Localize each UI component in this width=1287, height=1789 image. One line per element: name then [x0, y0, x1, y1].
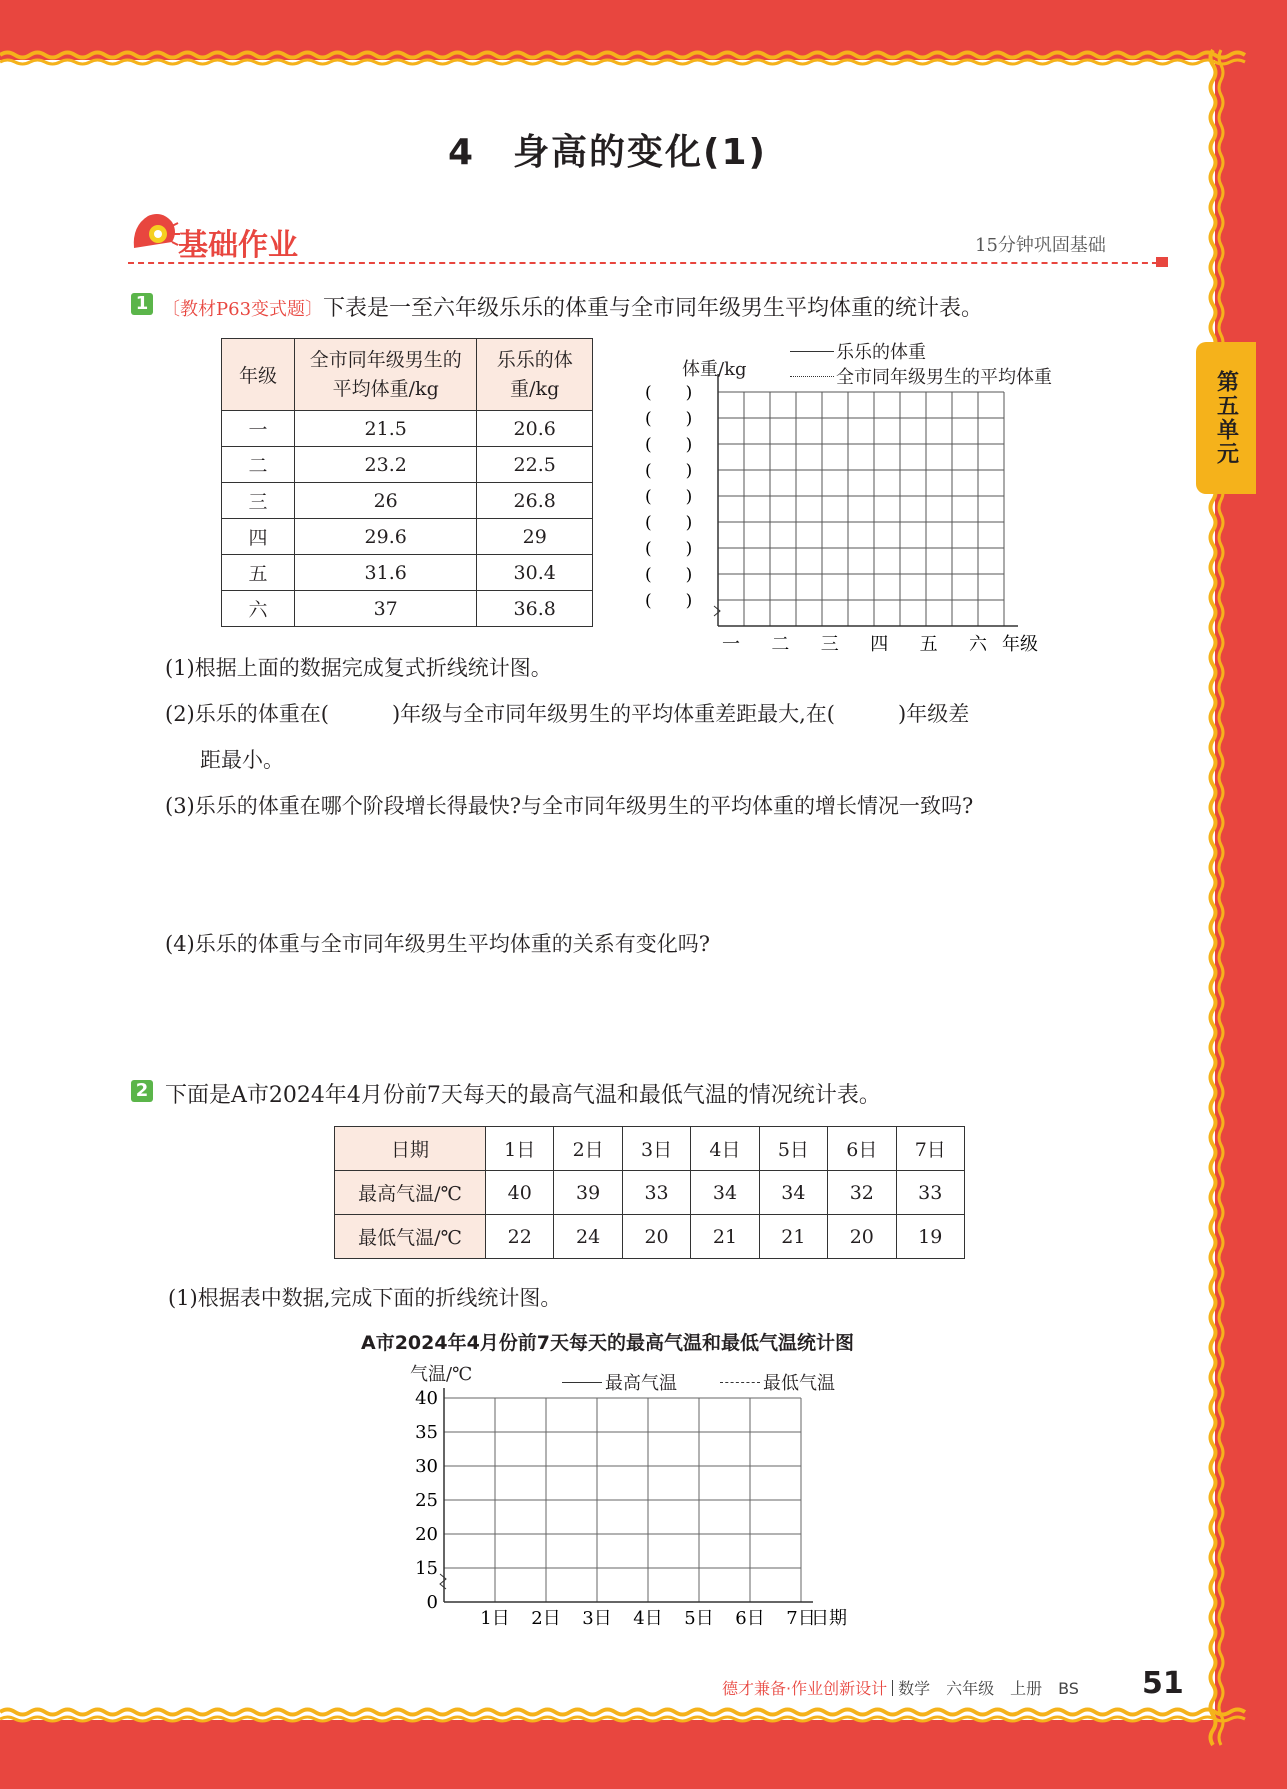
temp-low-cell: 24	[554, 1215, 622, 1259]
table-cell: 23.2	[294, 447, 476, 483]
table-cell: 31.6	[294, 555, 476, 591]
legend-dotted-label: 全市同年级男生的平均体重	[836, 367, 1052, 388]
y-tick-label: 20	[415, 1524, 438, 1545]
weight-table	[221, 338, 593, 627]
bell-icon	[128, 208, 180, 256]
weight-table-header: 年级	[222, 339, 295, 411]
table-cell: 26.8	[477, 483, 593, 519]
y-placeholder: ( )	[645, 565, 693, 585]
temp-table-row-header: 日期	[335, 1127, 486, 1171]
chart1-legend-solid	[790, 338, 926, 364]
y-tick-label: 25	[415, 1490, 438, 1511]
x-tick-label: 五	[919, 634, 938, 655]
legend-dotted-line	[790, 376, 834, 377]
legend-low-line	[720, 1382, 760, 1383]
chart1-ylabel: 体重/kg	[682, 359, 747, 380]
temp-high-cell: 34	[759, 1171, 827, 1215]
y-placeholder: ( )	[645, 513, 693, 533]
legend-solid-label: 乐乐的体重	[836, 342, 926, 363]
q1-sub2-continued: 距最小。	[200, 748, 284, 772]
y-tick-label: 0	[426, 1592, 438, 1613]
table-cell: 20.6	[477, 411, 593, 447]
legend-solid-line	[790, 351, 834, 352]
temp-table-row-header: 最低气温/℃	[335, 1215, 486, 1259]
chart2-title: A市2024年4月份前7天每天的最高气温和最低气温统计图	[360, 1332, 855, 1354]
question-1-prompt	[162, 291, 983, 322]
temperature-table	[334, 1126, 965, 1259]
footer-brand: 德才兼备·作业创新设计	[722, 1679, 888, 1698]
temp-day-cell: 6日	[828, 1127, 896, 1171]
y-tick-label: 35	[415, 1422, 438, 1443]
table-cell: 29.6	[294, 519, 476, 555]
temp-day-cell: 5日	[759, 1127, 827, 1171]
footer-info: 数学 六年级 上册 BS	[898, 1679, 1079, 1698]
temp-low-cell: 20	[828, 1215, 896, 1259]
section-note: 15分钟巩固基础	[975, 235, 1106, 256]
weight-table-header: 乐乐的体重/kg	[477, 339, 593, 411]
q1-sub1: (1)根据上面的数据完成复式折线统计图。	[165, 656, 552, 680]
temp-high-cell: 32	[828, 1171, 896, 1215]
y-placeholder: ( )	[645, 409, 693, 429]
table-cell: 五	[222, 555, 295, 591]
section-divider	[128, 262, 1168, 264]
table-cell: 37	[294, 591, 476, 627]
table-cell: 22.5	[477, 447, 593, 483]
temp-low-cell: 22	[486, 1215, 554, 1259]
legend-low-label: 最低气温	[763, 1373, 835, 1394]
x-tick-label: 5日	[684, 1608, 714, 1629]
table-cell: 二	[222, 447, 295, 483]
y-tick-label: 30	[415, 1456, 438, 1477]
question-2-text: 下面是A市2024年4月份前7天每天的最高气温和最低气温的情况统计表。	[165, 1083, 881, 1108]
x-tick-label: 一	[722, 634, 740, 655]
x-tick-label: 3日	[582, 1608, 612, 1629]
bottom-wave-border	[0, 1705, 1230, 1725]
temp-day-cell: 4日	[691, 1127, 759, 1171]
table-cell: 21.5	[294, 411, 476, 447]
temp-high-cell: 33	[622, 1171, 690, 1215]
table-cell: 36.8	[477, 591, 593, 627]
y-placeholder: ( )	[645, 461, 693, 481]
x-tick-label: 6日	[735, 1608, 765, 1629]
q1-sub4: (4)乐乐的体重与全市同年级男生平均体重的关系有变化吗?	[165, 932, 711, 956]
right-wave-border	[1206, 50, 1228, 1730]
x-tick-label: 六	[969, 634, 987, 655]
x-tick-label: 1日	[480, 1608, 510, 1629]
y-tick-label: 15	[415, 1558, 438, 1579]
weight-table-header: 全市同年级男生的平均体重/kg	[294, 339, 476, 411]
axis-break	[714, 606, 720, 616]
question-1-source: 〔教材P63变式题〕	[162, 299, 324, 320]
question-1-text: 下表是一至六年级乐乐的体重与全市同年级男生平均体重的统计表。	[323, 296, 984, 321]
table-cell: 六	[222, 591, 295, 627]
footer	[722, 1676, 1079, 1699]
y-placeholder: ( )	[645, 539, 693, 559]
y-placeholder: ( )	[645, 487, 693, 507]
question-number-2: 2	[131, 1080, 153, 1102]
question-number-1: 1	[131, 293, 153, 315]
temp-low-cell: 20	[622, 1215, 690, 1259]
temp-day-cell: 7日	[896, 1127, 964, 1171]
legend-high-line	[562, 1382, 602, 1383]
temp-low-cell: 19	[896, 1215, 964, 1259]
temperature-line-chart	[400, 1390, 900, 1630]
q1-sub2: (2)乐乐的体重在( )年级与全市同年级男生的平均体重差距最大,在( )年级差	[165, 702, 970, 726]
y-placeholder: ( )	[645, 383, 693, 403]
chart1-legend-dotted	[790, 363, 1052, 389]
x-tick-label: 2日	[531, 1608, 561, 1629]
section-heading: 基础作业	[178, 228, 298, 263]
temp-table-row-header: 最高气温/℃	[335, 1171, 486, 1215]
page-number: 51	[1142, 1666, 1184, 1701]
footer-separator	[892, 1680, 893, 1696]
page-title: 4 身高的变化(1)	[447, 132, 767, 173]
temp-day-cell: 3日	[622, 1127, 690, 1171]
y-tick-label: 40	[415, 1388, 438, 1409]
temp-low-cell: 21	[759, 1215, 827, 1259]
top-wave-border	[0, 48, 1230, 68]
unit-side-tab: 第五单元	[1196, 342, 1256, 494]
temp-low-cell: 21	[691, 1215, 759, 1259]
temp-high-cell: 40	[486, 1171, 554, 1215]
temp-high-cell: 39	[554, 1171, 622, 1215]
x-tick-label: 二	[771, 634, 790, 655]
table-cell: 一	[222, 411, 295, 447]
table-cell: 30.4	[477, 555, 593, 591]
q2-sub1: (1)根据表中数据,完成下面的折线统计图。	[168, 1286, 562, 1310]
x-tick-label: 7日	[786, 1608, 816, 1629]
chart2-ylabel: 气温/℃	[410, 1364, 473, 1385]
y-placeholder: ( )	[645, 591, 693, 611]
divider-end-mark	[1156, 257, 1168, 267]
x-tick-label: 三	[820, 634, 839, 655]
x-axis-label: 年级	[1002, 634, 1038, 655]
legend-high-label: 最高气温	[605, 1373, 677, 1394]
table-cell: 26	[294, 483, 476, 519]
y-placeholder: ( )	[645, 435, 693, 455]
temp-day-cell: 1日	[486, 1127, 554, 1171]
temp-high-cell: 33	[896, 1171, 964, 1215]
table-cell: 三	[222, 483, 295, 519]
q1-sub3: (3)乐乐的体重在哪个阶段增长得最快?与全市同年级男生的平均体重的增长情况一致吗?	[165, 794, 974, 818]
x-tick-label: 4日	[633, 1608, 663, 1629]
x-axis-label: 日期	[811, 1608, 847, 1629]
table-cell: 四	[222, 519, 295, 555]
axis-break	[440, 1574, 446, 1589]
temp-day-cell: 2日	[554, 1127, 622, 1171]
temp-high-cell: 34	[691, 1171, 759, 1215]
table-cell: 29	[477, 519, 593, 555]
x-tick-label: 四	[870, 634, 889, 655]
